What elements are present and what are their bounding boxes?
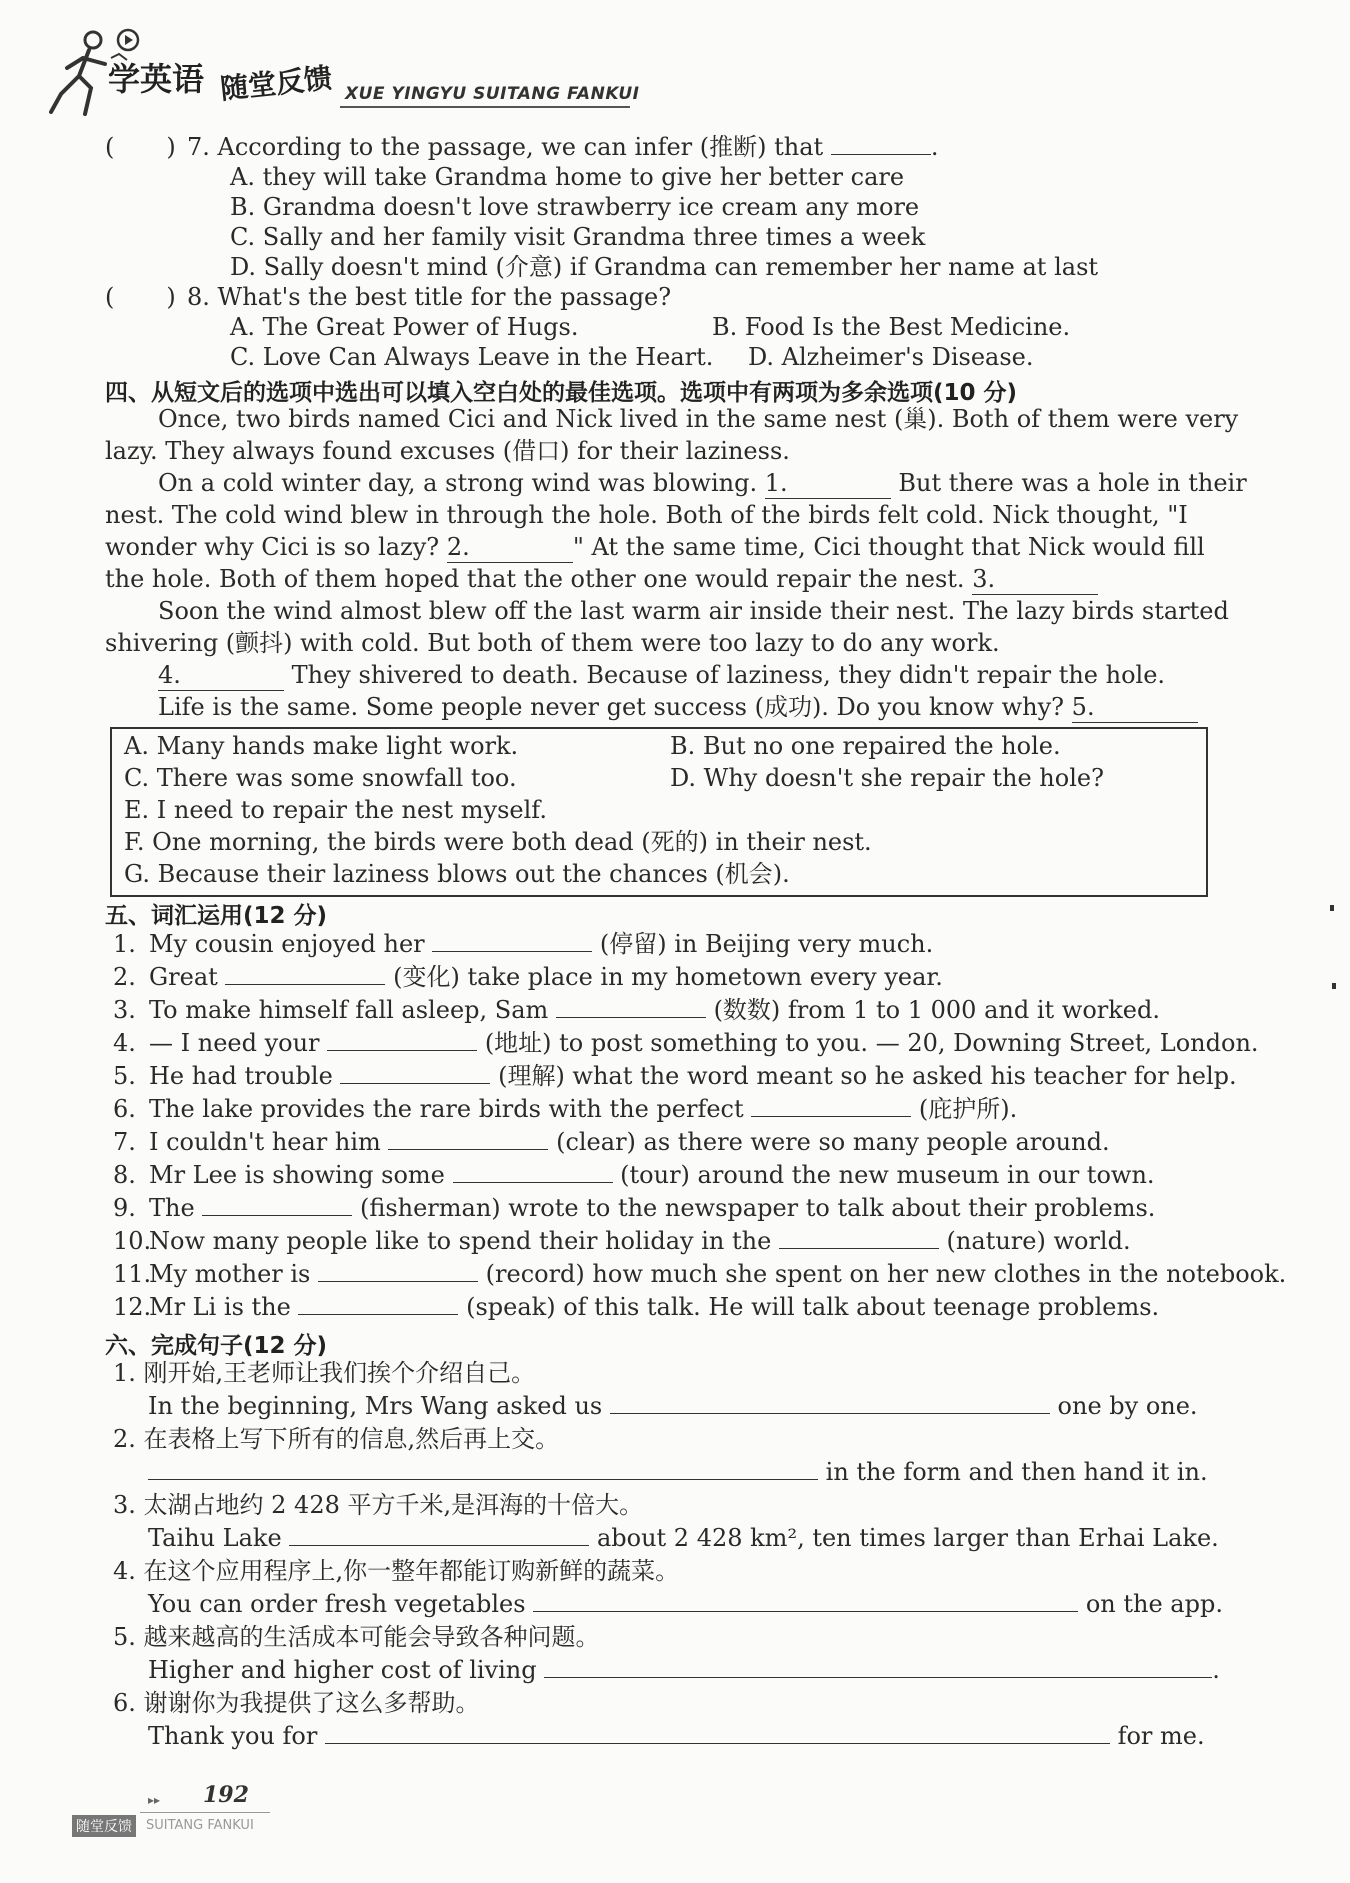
vocab-blank[interactable]	[340, 1061, 490, 1084]
sentence-cn: 5. 越来越高的生活成本可能会导致各种问题。	[113, 1623, 600, 1651]
vocab-item: 5. He had trouble (理解) what the word meant so he asked his teacher for help.	[113, 1062, 1237, 1090]
question-8-stem: 8. What's the best title for the passage?	[187, 283, 672, 311]
section-6-title: 六、完成句子(12 分)	[105, 1333, 328, 1359]
blank-3[interactable]: 3.	[972, 564, 1098, 595]
vocab-item: 6. The lake provides the rare birds with the perfect (庇护所).	[113, 1095, 1018, 1123]
passage-line: the hole. Both of them hoped that the other one would repair the nest. 3.	[105, 564, 1098, 595]
vocab-item: 2. Great (变化) take place in my hometown every year.	[113, 963, 943, 991]
section-5-title: 五、词汇运用(12 分)	[105, 903, 328, 929]
blank-2[interactable]: 2.	[447, 532, 573, 563]
sentence-blank[interactable]	[544, 1655, 1212, 1678]
option-g[interactable]: G. Because their laziness blows out the chances (机会).	[124, 860, 790, 888]
question-7-stem: 7. According to the passage, we can infer (推断) that	[187, 133, 824, 161]
q7-option-c[interactable]: C. Sally and her family visit Grandma three times a week	[230, 223, 926, 251]
question-7: ( ) 7. According to the passage, we can infer (推断) that .	[105, 133, 939, 161]
sentence-blank[interactable]	[148, 1457, 818, 1480]
header-title-cn2: 随堂反馈	[218, 61, 334, 106]
header-title-en: XUE YINGYU SUITANG FANKUI	[345, 84, 640, 104]
sentence-cn: 2. 在表格上写下所有的信息,然后再上交。	[113, 1425, 560, 1453]
footer-arrow-icon: ▸▸	[148, 1793, 161, 1807]
option-e[interactable]: E. I need to repair the nest myself.	[124, 796, 547, 824]
question-7-blank[interactable]	[831, 132, 931, 155]
play-icon	[116, 28, 140, 52]
vocab-item: 12.Mr Li is the (speak) of this talk. He will talk about teenage problems.	[113, 1293, 1160, 1321]
passage-line: Soon the wind almost blew off the last warm air inside their nest. The lazy birds started	[158, 597, 1229, 625]
vocab-blank[interactable]	[318, 1259, 478, 1282]
vocab-item: 3. To make himself fall asleep, Sam (数数) from 1 to 1 000 and it worked.	[113, 996, 1160, 1024]
passage-line: wonder why Cici is so lazy? 2. " At the same time, Cici thought that Nick would fill	[105, 533, 1205, 561]
footer-label-en: SUITANG FANKUI	[146, 1818, 254, 1833]
sentence-cn: 1. 刚开始,王老师让我们挨个介绍自己。	[113, 1359, 536, 1387]
margin-dot	[1332, 983, 1336, 989]
vocab-blank[interactable]	[453, 1160, 613, 1183]
vocab-blank[interactable]	[751, 1094, 911, 1117]
page-number: 192	[203, 1782, 249, 1808]
header-title-cn: 学英语	[108, 60, 205, 98]
answer-paren[interactable]: ( )	[105, 283, 176, 311]
sentence-en: in the form and then hand it in.	[148, 1457, 1208, 1487]
option-d[interactable]: D. Why doesn't she repair the hole?	[670, 764, 1104, 792]
vocab-blank[interactable]	[432, 929, 592, 952]
option-c[interactable]: C. There was some snowfall too.	[124, 764, 517, 792]
blank-4[interactable]: 4.	[158, 660, 284, 691]
sentence-blank[interactable]	[325, 1721, 1110, 1744]
footer-label-cn: 随堂反馈	[72, 1815, 136, 1837]
passage-line: nest. The cold wind blew in through the hole. Both of the birds felt cold. Nick thought, "I	[105, 501, 1188, 529]
vocab-item: 4. — I need your (地址) to post something to you. — 20, Downing Street, London.	[113, 1029, 1259, 1057]
q8-option-c[interactable]: C. Love Can Always Leave in the Heart.	[230, 343, 714, 371]
margin-dot	[1330, 905, 1334, 911]
vocab-blank[interactable]	[388, 1127, 548, 1150]
blank-1[interactable]: 1.	[765, 468, 891, 499]
passage-line: 4. They shivered to death. Because of laziness, they didn't repair the hole.	[158, 661, 1166, 689]
option-a[interactable]: A. Many hands make light work.	[124, 732, 519, 760]
q7-option-a[interactable]: A. they will take Grandma home to give her better care	[230, 163, 905, 191]
vocab-item: 10.Now many people like to spend their holiday in the (nature) world.	[113, 1227, 1131, 1255]
vocab-item: 8. Mr Lee is showing some (tour) around the new museum in our town.	[113, 1161, 1155, 1189]
passage-line: lazy. They always found excuses (借口) for their laziness.	[105, 437, 790, 465]
passage-line: shivering (颤抖) with cold. But both of them were too lazy to do any work.	[105, 629, 1000, 657]
q7-option-d[interactable]: D. Sally doesn't mind (介意) if Grandma can remember her name at last	[230, 253, 1099, 281]
sentence-cn: 3. 太湖占地约 2 428 平方千米,是洱海的十倍大。	[113, 1491, 644, 1519]
sentence-blank[interactable]	[533, 1589, 1078, 1612]
passage-line: Once, two birds named Cici and Nick lived in the same nest (巢). Both of them were very	[158, 405, 1239, 433]
q8-option-d[interactable]: D. Alzheimer's Disease.	[748, 343, 1034, 371]
option-b[interactable]: B. But no one repaired the hole.	[670, 732, 1061, 760]
vocab-item: 7. I couldn't hear him (clear) as there were so many people around.	[113, 1128, 1110, 1156]
footer-rule	[140, 1812, 270, 1813]
vocab-blank[interactable]	[225, 962, 385, 985]
question-8	[105, 282, 671, 312]
q8-option-b[interactable]: B. Food Is the Best Medicine.	[712, 313, 1071, 341]
vocab-blank[interactable]	[202, 1193, 352, 1216]
sentence-cn: 6. 谢谢你为我提供了这么多帮助。	[113, 1689, 480, 1717]
answer-paren[interactable]: ( )	[105, 133, 176, 161]
vocab-item: 1. My cousin enjoyed her (停留) in Beijing very much.	[113, 930, 934, 958]
vocab-blank[interactable]	[298, 1292, 458, 1315]
q8-option-a[interactable]: A. The Great Power of Hugs.	[230, 313, 579, 341]
sentence-en: You can order fresh vegetables on the app.	[148, 1590, 1223, 1618]
vocab-blank[interactable]	[779, 1226, 939, 1249]
vocab-blank[interactable]	[556, 995, 706, 1018]
q7-option-b[interactable]: B. Grandma doesn't love strawberry ice cream any more	[230, 193, 920, 221]
sentence-en: In the beginning, Mrs Wang asked us one by one.	[148, 1392, 1198, 1420]
vocab-blank[interactable]	[327, 1028, 477, 1051]
vocab-item: 9. The (fisherman) wrote to the newspaper to talk about their problems.	[113, 1194, 1156, 1222]
option-f[interactable]: F. One morning, the birds were both dead (死的) in their nest.	[124, 828, 872, 856]
sentence-cn: 4. 在这个应用程序上,你一整年都能订购新鲜的蔬菜。	[113, 1557, 680, 1585]
section-4-title: 四、从短文后的选项中选出可以填入空白处的最佳选项。选项中有两项为多余选项(10 分)	[105, 380, 1018, 406]
blank-5[interactable]: 5.	[1072, 692, 1198, 723]
sentence-blank[interactable]	[610, 1391, 1050, 1414]
sentence-en: Taihu Lake about 2 428 km², ten times larger than Erhai Lake.	[148, 1524, 1219, 1552]
header-rule	[340, 106, 630, 108]
sentence-en: Higher and higher cost of living .	[148, 1656, 1220, 1684]
sentence-blank[interactable]	[289, 1523, 589, 1546]
passage-line: Life is the same. Some people never get success (成功). Do you know why? 5.	[158, 692, 1198, 723]
vocab-item: 11.My mother is (record) how much she spent on her new clothes in the notebook.	[113, 1260, 1287, 1288]
passage-line: On a cold winter day, a strong wind was blowing. 1. But there was a hole in their	[158, 469, 1247, 497]
sentence-en: Thank you for for me.	[148, 1722, 1205, 1750]
